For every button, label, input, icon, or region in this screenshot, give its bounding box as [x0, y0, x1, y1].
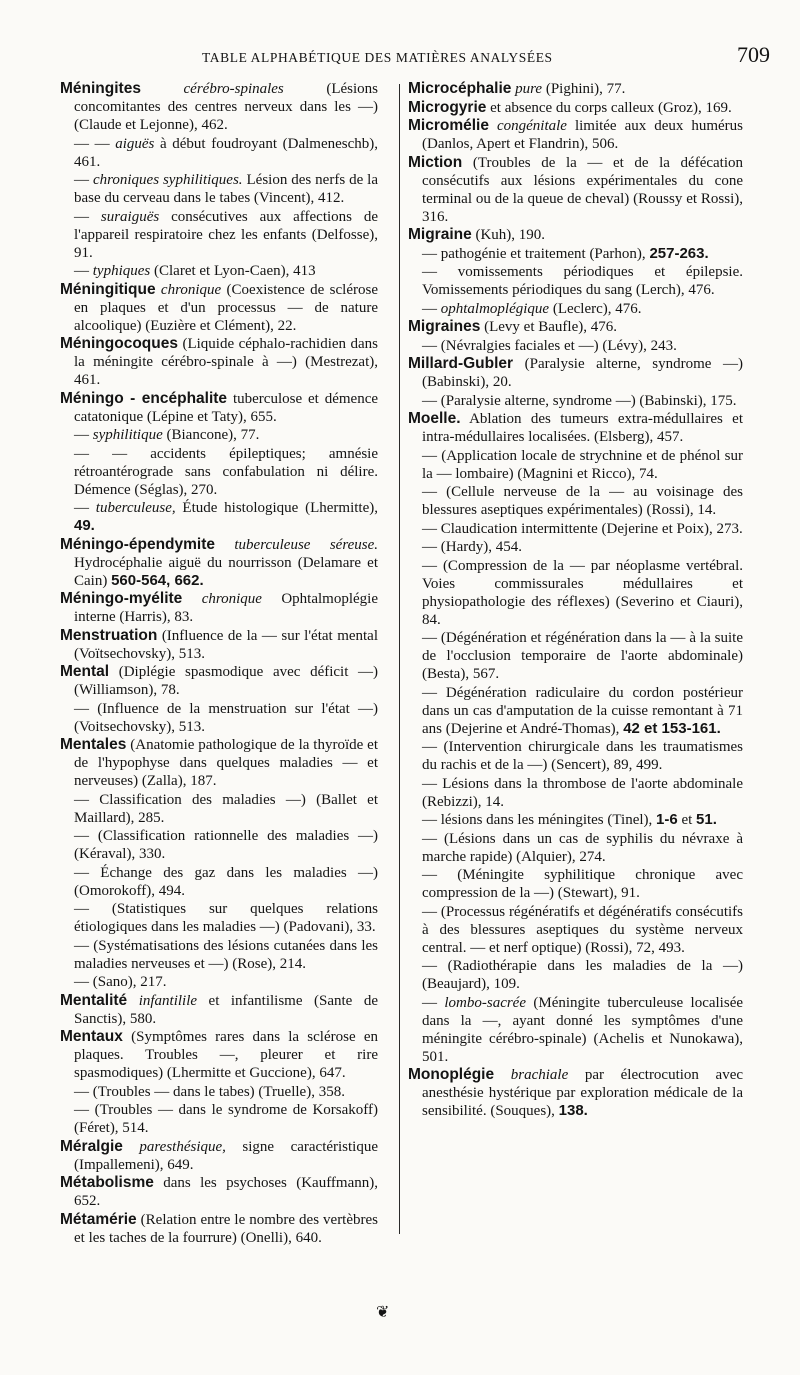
index-subentry [60, 827, 378, 863]
subentry-dash: — [74, 500, 89, 516]
index-entry [60, 390, 378, 426]
running-header [70, 42, 770, 76]
entry-headword: Métabolisme [60, 1174, 154, 1191]
entry-text: (Troubles — dans le tabes) (Truelle), 358. [92, 1083, 345, 1100]
entry-text: Classification des maladies —) (Ballet et Maillard), 285. [74, 791, 378, 826]
entry-qualifier: brachiale [510, 1067, 569, 1083]
index-entry [408, 355, 743, 391]
entry-text: (Paralysie alterne, syndrome —) (Babinski), 175. [440, 392, 737, 409]
subentry-dash: — [74, 864, 89, 881]
entry-text: et [681, 812, 693, 828]
index-entry [408, 117, 743, 153]
entry-text: (Anatomie pathologique de la thyroïde et de l'hypophyse dans quelques maladies — et nerveuses) (Zalla), 187. [74, 737, 379, 789]
entry-text: (Liquide céphalo-rachidien dans la méningite cérébro-spinale à —) (Mestrezat), 461. [74, 336, 379, 388]
entry-text: (Troubles — dans le syndrome de Korsakoff) (Féret), 514. [74, 1102, 378, 1136]
entry-text: lésions dans les méningites (Tinel), [440, 812, 653, 828]
entry-headword: Méningo-myélite [60, 590, 183, 607]
entry-text: (Lésions dans un cas de syphilis du névraxe à marche rapide) (Alquier), 274. [422, 830, 743, 865]
subentry-dash: — [74, 1083, 89, 1100]
subentry-dash: — [74, 700, 89, 717]
index-subentry [408, 337, 743, 355]
index-subentry [60, 208, 378, 262]
entry-text: (Dégénération et régénération dans la — à la suite de l'occlusion temporaire de l'aorte abdominale) (Besta), 567. [422, 630, 743, 682]
entry-headword: Méningo - encéphalite [60, 389, 228, 407]
entry-text: à début foudroyant (Dalmeneschb), 461. [74, 135, 378, 170]
index-entry [60, 663, 378, 699]
entry-text: (Diplégie spasmodique avec déficit —) (Williamson), 78. [74, 664, 378, 698]
entry-text: (Influence de la menstruation sur l'état —) (Voitsechovsky), 513. [74, 700, 379, 735]
index-subentry [408, 811, 743, 829]
subentry-dash: — [422, 337, 437, 354]
entry-qualifier: tuberculeuse, [95, 500, 176, 516]
entry-text: (Leclerc), 476. [552, 300, 642, 317]
index-entry [60, 590, 378, 626]
index-entry [408, 226, 743, 244]
index-subentry [60, 499, 378, 535]
entry-headword: Mentaux [60, 1028, 123, 1045]
page-number: 709 [737, 42, 770, 67]
entry-text: (Classification rationnelle des maladies —) (Kéraval), 330. [74, 828, 379, 862]
subentry-dash: — [422, 520, 437, 537]
entry-headword: Méningocoques [60, 335, 178, 352]
entry-pages-bold: 51. [696, 811, 717, 828]
subentry-dash: — [74, 208, 89, 225]
index-subentry [60, 1101, 378, 1137]
entry-qualifier: infantilile [138, 992, 198, 1009]
entry-text: (Coexistence de sclérose en plaques et d'un processus — de nature alcoolique) (Euzière et Clément), 22. [74, 281, 378, 334]
index-entry [408, 80, 743, 98]
entry-qualifier: cérébro-spinales [183, 81, 284, 97]
entry-headword: Millard-Gubler [408, 355, 514, 372]
index-subentry [60, 937, 378, 973]
subentry-dash: — [74, 974, 89, 990]
index-subentry [408, 738, 743, 774]
entry-pages-bold: 49. [74, 517, 95, 534]
entry-headword: Migraines [408, 318, 481, 335]
subentry-dash: — [74, 1102, 89, 1118]
index-entry [60, 627, 378, 663]
entry-qualifier: congénitale [496, 118, 567, 134]
subentry-dash: — [74, 937, 89, 954]
index-subentry [60, 1083, 378, 1101]
index-entry [408, 318, 743, 336]
entry-text: (Intervention chirurgicale dans les traumatismes du rachis et de la —) (Sencert), 89, 499. [422, 739, 744, 773]
entry-text: Étude histologique (Lhermitte), [182, 500, 378, 516]
entry-text: Hydrocéphalie aiguë du nourrisson (Delamare et Cain) [74, 554, 378, 589]
index-subentry [408, 520, 743, 538]
entry-text: (Influence de la — sur l'état mental (Voïtsechovsky), 513. [74, 627, 379, 662]
entry-text: consécutives aux affections de l'appareil respiratoire chez les enfants (Delfosse), 91. [74, 208, 379, 261]
subentry-dash: — [74, 828, 89, 844]
entry-text: (Symptômes rares dans la sclérose en plaques. Troubles —, pleurer et rire spasmodiques) (Lhermitte et Guccione), 647. [74, 1029, 378, 1081]
entry-qualifier: chronique [160, 281, 222, 298]
subentry-dash: — [422, 630, 437, 646]
index-subentry [60, 864, 378, 900]
index-subentry [408, 557, 743, 629]
index-subentry [60, 135, 378, 171]
entry-text: (Relation entre le nombre des vertèbres et les taches de la fourrure) (Onelli), 640. [74, 1211, 378, 1246]
entry-text: et infantilisme (Sante de Sanctis), 580. [74, 992, 378, 1027]
entry-text: limitée aux deux humérus (Danlos, Apert et Flandrin), 506. [422, 118, 743, 152]
index-subentry [408, 775, 743, 811]
fleuron-ornament-icon: ❦ [376, 1304, 390, 1321]
entry-text: (Hardy), 454. [440, 539, 522, 555]
entry-text: Lésions dans la thrombose de l'aorte abdominale (Rebizzi), 14. [422, 775, 743, 810]
index-entry [60, 536, 378, 590]
entry-text: Lésion des nerfs de la base du cerveau dans le tabes (Vincent), 412. [74, 172, 379, 206]
entry-text: (Statistiques sur quelques relations étiologiques dans les maladies —) (Padovani), 33. [74, 901, 379, 935]
index-entry [60, 281, 378, 335]
index-subentry [408, 903, 743, 957]
index-entry [60, 1211, 378, 1247]
entry-headword: Miction [408, 153, 463, 171]
entry-headword: Moelle. [408, 410, 461, 427]
entry-text: accidents épileptiques; amnésie rétroantérograde sans confabulation ni délire. Démence (Séglas), 270. [74, 445, 379, 498]
entry-qualifier: lombo-sacrée [444, 994, 527, 1011]
entry-text: (Processus régénératifs et dégénératifs consécutifs à des blessures aseptiques du système nerveux central. — et nerf optique) (Rossi), 72, 493. [422, 903, 743, 956]
entry-text: Ophtalmoplégie interne (Harris), 83. [74, 591, 378, 625]
entry-qualifier: chroniques syphilitiques. [92, 172, 243, 188]
index-entry [408, 154, 743, 226]
index-subentry [408, 447, 743, 483]
entry-pages-bold: 138. [558, 1102, 588, 1119]
index-subentry [408, 392, 743, 410]
entry-headword: Mentales [60, 736, 127, 753]
subentry-dash: — [422, 684, 437, 701]
entry-qualifier: paresthésique, [139, 1138, 226, 1155]
subentry-dash: — [422, 775, 437, 792]
index-subentry [60, 900, 378, 936]
index-subentry [408, 263, 743, 299]
subentry-dash: — [422, 739, 437, 755]
index-subentry [60, 426, 378, 444]
entry-text: par électrocution avec anesthésie hystérique par exploration médicale de la sensibilité. (Souques), [422, 1067, 744, 1119]
index-subentry [408, 300, 743, 318]
entry-qualifier: syphilitique [92, 427, 163, 443]
index-entry [60, 1174, 378, 1210]
subentry-dash: — [422, 264, 437, 280]
entry-text: (Paralysie alterne, syndrome —) (Babinski), 20. [422, 356, 744, 390]
subentry-dash: — [422, 830, 437, 847]
entry-text: (Claret et Lyon-Caen), 413 [154, 263, 316, 279]
subentry-dash: — [422, 484, 437, 500]
index-entry [408, 99, 743, 117]
entry-qualifier: chronique [201, 591, 262, 607]
entry-headword: Micromélie [408, 117, 489, 134]
entry-headword: Monoplégie [408, 1066, 495, 1083]
entry-text: (Kuh), 190. [475, 227, 546, 243]
entry-headword: Méningo-épendymite [60, 535, 216, 553]
index-subentry [60, 445, 378, 499]
index-entry [60, 992, 378, 1028]
entry-qualifier: suraiguës [100, 208, 160, 225]
entry-headword: Mental [60, 663, 110, 680]
entry-text: dans les psychoses (Kauffmann), 652. [74, 1175, 379, 1209]
index-entry [60, 736, 378, 790]
entry-text: vomissements périodiques et épilepsie. Vomissements périodiques du sang (Lerch), 476. [422, 264, 743, 298]
subentry-dash: — [74, 427, 89, 443]
entry-text: Échange des gaz dans les maladies —) (Omorokoff), 494. [74, 864, 378, 899]
index-subentry [408, 866, 743, 902]
subentry-dash: — [422, 903, 437, 920]
subentry-dash: — [422, 958, 437, 974]
subentry-dash: — [422, 867, 437, 883]
subentry-dash: — [422, 300, 437, 317]
entry-qualifier: aiguës [115, 135, 155, 152]
entry-pages-bold: 560-564, 662. [111, 571, 204, 589]
entry-text: (Pighini), 77. [545, 81, 626, 97]
entry-qualifier: typhiques [92, 263, 151, 279]
index-subentry [408, 483, 743, 519]
index-subentry [408, 684, 743, 738]
subentry-dash: — [74, 263, 89, 279]
subentry-dash: — [422, 245, 437, 262]
subentry-dash: — [422, 557, 437, 574]
entry-text: pathogénie et traitement (Parhon), [440, 245, 646, 262]
entry-text: (Névralgies faciales et —) (Lévy), 243. [440, 337, 677, 354]
subentry-dash: — [422, 539, 437, 555]
column-divider [399, 84, 400, 1234]
index-subentry [408, 957, 743, 993]
subentry-dash: — [422, 447, 437, 464]
index-subentry [408, 245, 743, 263]
index-entry [60, 335, 378, 389]
entry-text: (Méningite tuberculeuse localisée dans la —, ayant donné les symptômes d'une méningite cérébro-spinale) (Achelis et Nunokawa), 501. [422, 994, 744, 1065]
entry-headword: Migraine [408, 226, 472, 243]
entry-pages-bold: 257-263. [649, 244, 709, 262]
index-subentry [408, 830, 743, 866]
index-column-right [408, 80, 743, 1121]
entry-text: (Sano), 217. [92, 974, 167, 990]
index-entry [60, 1028, 378, 1082]
index-subentry [408, 994, 743, 1066]
entry-text: (Méningite syphilitique chronique avec compression de la —) (Stewart), 91. [422, 867, 743, 901]
entry-headword: Méralgie [60, 1137, 123, 1155]
entry-headword: Méningitique [60, 280, 156, 298]
entry-text: Ablation des tumeurs extra-médullaires et intra-médullaires localisées. (Elsberg), 457. [422, 411, 743, 445]
entry-headword: Microgyrie [408, 98, 487, 116]
page-header-title: TABLE ALPHABÉTIQUE DES MATIÈRES ANALYSÉES [202, 50, 553, 65]
subentry-dash: — [74, 901, 89, 917]
entry-headword: Méningites [60, 80, 141, 97]
entry-text: tuberculose et démence catatonique (Lépine et Taty), 655. [74, 390, 379, 425]
entry-text: Claudication intermittente (Dejerine et Poix), 273. [440, 520, 743, 537]
index-entry [408, 410, 743, 446]
index-entry [60, 80, 378, 134]
entry-pages-bold: 1-6 [656, 811, 678, 828]
entry-headword: Métamérie [60, 1210, 137, 1228]
index-subentry [60, 171, 378, 207]
entry-text: signe caractéristique (Impallemeni), 649. [74, 1138, 379, 1173]
subentry-dash: — [74, 791, 89, 808]
index-subentry [60, 973, 378, 991]
entry-pages-bold: 42 et 153-161. [623, 719, 721, 737]
entry-qualifier: pure [515, 81, 543, 97]
entry-headword: Mentalité [60, 991, 128, 1009]
subentry-dash: — [422, 812, 437, 828]
subentry-dash: — [422, 392, 437, 409]
entry-qualifier: ophtalmoplégique [440, 300, 550, 317]
subentry-dash: — [74, 172, 89, 188]
entry-text: (Systématisations des lésions cutanées dans les maladies nerveuses et —) (Rose), 214. [74, 937, 378, 972]
entry-headword: Menstruation [60, 626, 158, 644]
entry-text: (Radiothérapie dans les maladies de la —) (Beaujard), 109. [422, 958, 744, 992]
index-entry [408, 1066, 743, 1120]
index-subentry [60, 262, 378, 280]
entry-headword: Microcéphalie [408, 80, 512, 97]
entry-text: (Application locale de strychnine et de phénol sur la — lombaire) (Magnini et Ricco), 74. [422, 447, 743, 482]
entry-text: (Levy et Baufle), 476. [484, 319, 617, 335]
entry-text: Dégénération radiculaire du cordon postérieur dans un cas d'amputation de la cuisse remontant à 71 ans (Dejerine et André-Thomas), [422, 684, 743, 737]
subentry-dash: — [422, 994, 437, 1011]
index-subentry [60, 700, 378, 736]
entry-text: (Lésions concomitantes des centres nerveux dans les —) (Claude et Lejonne), 462. [74, 81, 379, 133]
subentry-dash: — — [74, 135, 110, 152]
entry-text: (Cellule nerveuse de la — au voisinage des blessures aseptiques expérimentales) (Rossi), 14. [422, 484, 743, 518]
index-column-left [60, 80, 378, 1247]
index-subentry [60, 791, 378, 827]
entry-text: (Biancone), 77. [166, 427, 260, 443]
entry-text: et absence du corps calleux (Groz), 169. [490, 99, 732, 116]
index-entry [60, 1138, 378, 1174]
entry-qualifier: tuberculeuse séreuse. [234, 536, 378, 553]
subentry-dash: — — [74, 445, 128, 462]
entry-text: (Troubles de la — et de la défécation consécutifs aux lésions expérimentales du cone terminal ou de la queue de cheval) (Roussy et Rossi), 316. [422, 154, 743, 225]
index-subentry [408, 538, 743, 556]
index-subentry [408, 629, 743, 683]
entry-text: (Compression de la — par néoplasme vertébral. Voies commissurales médullaires et physiopathologie des réflexes) (Severino et Ciauri), 84. [422, 557, 744, 628]
